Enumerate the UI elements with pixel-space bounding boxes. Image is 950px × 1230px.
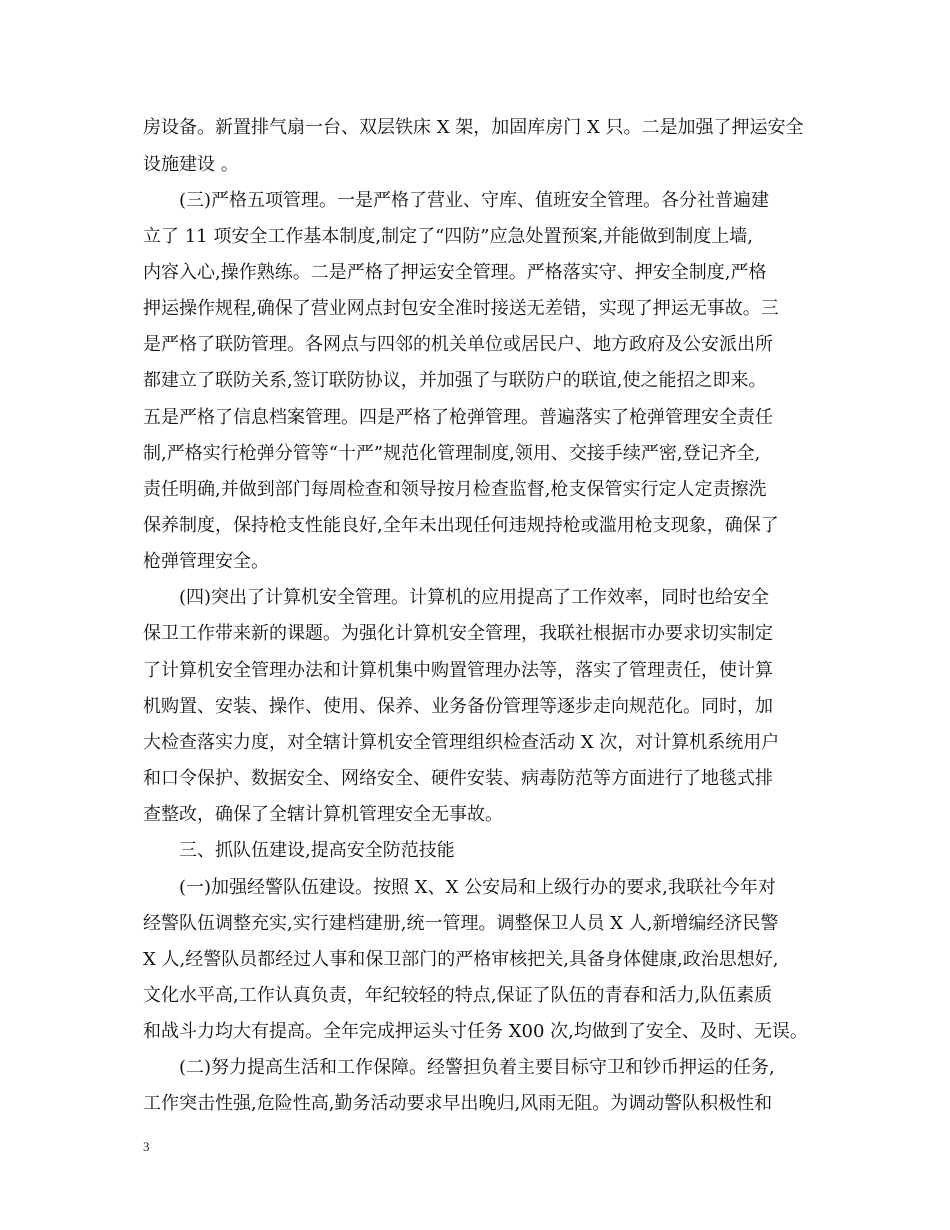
text-line: 立了 11 项安全工作基本制度,制定了“四防”应急处置预案,并能做到制度上墙,	[143, 226, 753, 247]
text-line: 工作突击性强,危险性高,勤务活动要求早出晚归,风雨无阻。为调动警队积极性和	[143, 1093, 773, 1114]
text-line: 押运操作规程,确保了营业网点封包安全准时接送无差错，实现了押运无事故。三	[143, 298, 779, 319]
text-line: (一)加强经警队伍建设。按照 X、X 公安局和上级行办的要求,我联社今年对	[143, 877, 776, 898]
text-line: 和口令保护、数据安全、网络安全、硬件安装、病毒防范等方面进行了地毯式排	[143, 768, 773, 789]
page-number: 3	[143, 1139, 150, 1154]
section-heading: 三、抓队伍建设,提高安全防范技能	[143, 840, 455, 861]
text-line: X 人,经警队员都经过人事和保卫部门的严格审核把关,具备身体健康,政治思想好,	[143, 949, 779, 970]
text-line: 房设备。新置排气扇一台、双层铁床 X 架，加固库房门 X 只。二是加强了押运安全	[143, 117, 804, 138]
text-line: 经警队伍调整充实,实行建档建册,统一管理。调整保卫人员 X 人,新增编经济民警	[143, 913, 779, 934]
text-line: 机购置、安装、操作、使用、保养、业务备份管理等逐步走向规范化。同时，加	[143, 696, 773, 717]
text-line: 保卫工作带来新的课题。为强化计算机安全管理，我联社根据市办要求切实制定	[143, 623, 773, 644]
text-line: (三)严格五项管理。一是严格了营业、守库、值班安全管理。各分社普遍建	[143, 190, 770, 211]
text-line: 制,严格实行枪弹分管等“十严”规范化管理制度,领用、交接手续严密,登记齐全,	[143, 443, 761, 464]
text-line: 查整改，确保了全辖计算机管理安全无事故。	[143, 804, 503, 825]
text-line: 五是严格了信息档案管理。四是严格了枪弹管理。普遍落实了枪弹管理安全责任	[143, 407, 773, 428]
text-line: 是严格了联防管理。各网点与四邻的机关单位或居民户、地方政府及公安派出所	[143, 334, 773, 355]
text-line: 责任明确,并做到部门每周检查和领导按月检查监督,枪支保管实行定人定责擦洗	[143, 479, 767, 500]
text-line: 大检查落实力度，对全辖计算机安全管理组织检查活动 X 次，对计算机系统用户	[143, 732, 780, 753]
text-line: 都建立了联防关系,签订联防协议，并加强了与联防户的联谊,使之能招之即来。	[143, 370, 767, 391]
text-line: (二)努力提高生活和工作保障。经警担负着主要目标守卫和钞币押运的任务,	[143, 1057, 775, 1078]
text-line: 保养制度，保持枪支性能良好,全年未出现任何违规持枪或滥用枪支现象，确保了	[143, 515, 779, 536]
text-line: 了计算机安全管理办法和计算机集中购置管理办法等，落实了管理责任，使计算	[143, 660, 773, 681]
text-line: 和战斗力均大有提高。全年完成押运头寸任务 X00 次,均做到了安全、及时、无误。	[143, 1021, 808, 1042]
text-line: 枪弹管理安全。	[143, 551, 269, 572]
text-line: 内容入心,操作熟练。二是严格了押运安全管理。严格落实守、押安全制度,严格	[143, 262, 767, 283]
text-line: 文化水平高,工作认真负责，年纪较轻的特点,保证了队伍的青春和活力,队伍素质	[143, 985, 773, 1006]
text-line: (四)突出了计算机安全管理。计算机的应用提高了工作效率，同时也给安全	[143, 587, 770, 608]
text-line: 设施建设 。	[143, 154, 239, 175]
